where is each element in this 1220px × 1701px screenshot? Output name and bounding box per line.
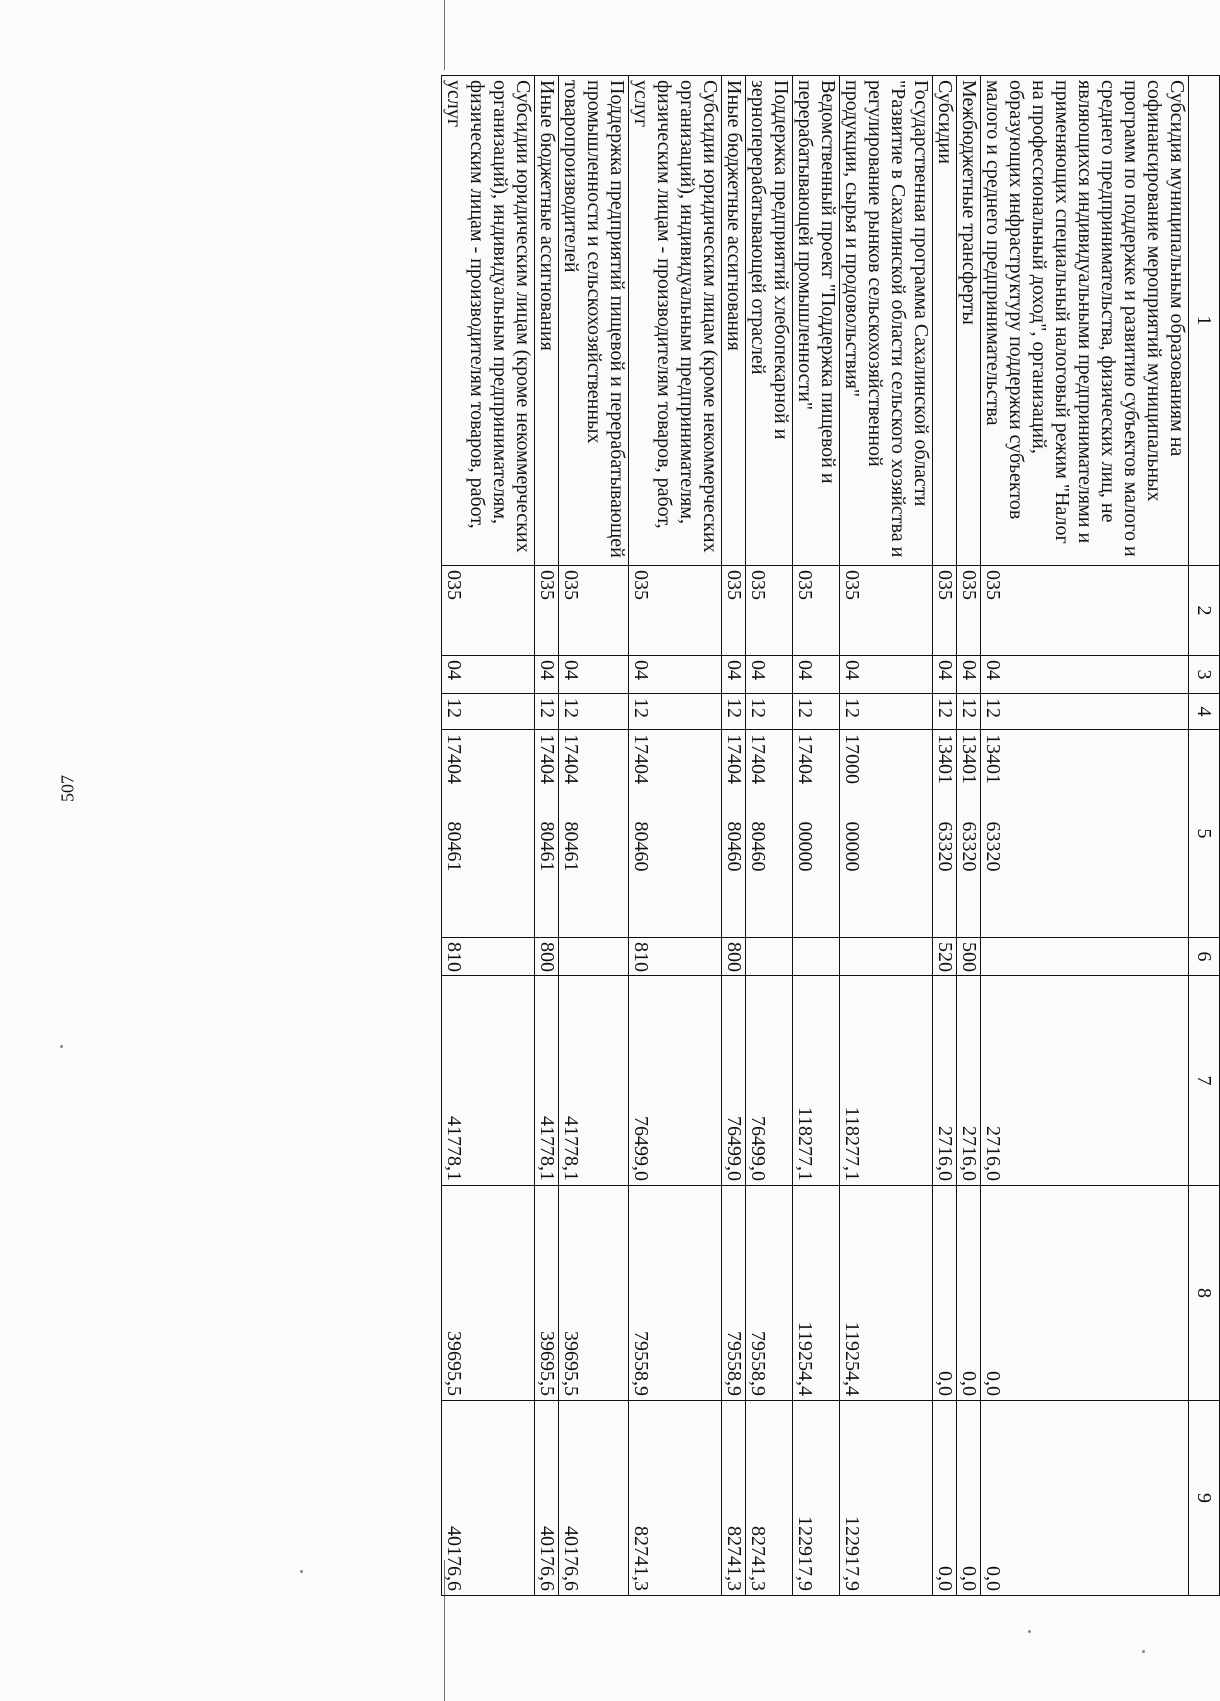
amount-year-3: 82741,3 (746, 1401, 793, 1596)
amount-year-2: 79558,9 (722, 1186, 746, 1401)
code-chapter: 035 (629, 566, 722, 656)
row-description: Субсидии юридическим лицам (кроме некоммерческих организаций), индивидуальным предпринимателям, физическим лицам - производителям товаров, работ, услуг (629, 76, 722, 566)
amount-year-3: 0,0 (957, 1401, 981, 1596)
code-chapter: 035 (442, 566, 535, 656)
table-row (793, 76, 840, 1596)
column-header: 6 (1189, 938, 1220, 976)
budget-table (441, 75, 1220, 1596)
code-section: 04 (933, 656, 957, 694)
code-expense-type: 800 (535, 938, 559, 976)
table-body (442, 76, 1189, 1596)
amount-year-1: 76499,0 (629, 976, 722, 1186)
amount-year-2: 39695,5 (442, 1186, 535, 1401)
code-target-program: 17404 (442, 730, 535, 818)
table-row (957, 76, 981, 1596)
amount-year-1: 118277,1 (793, 976, 840, 1186)
code-target-direction: 80461 (535, 818, 559, 938)
code-section: 04 (957, 656, 981, 694)
code-expense-type: 800 (722, 938, 746, 976)
row-description: Межбюджетные трансферты (957, 76, 981, 566)
code-section: 04 (722, 656, 746, 694)
code-target-program: 17404 (535, 730, 559, 818)
amount-year-2: 79558,9 (746, 1186, 793, 1401)
column-header: 8 (1189, 1186, 1220, 1401)
code-expense-type: 520 (933, 938, 957, 976)
code-subsection: 12 (793, 694, 840, 730)
page-number: 507 (57, 775, 78, 802)
amount-year-3: 82741,3 (629, 1401, 722, 1596)
rotated-document (140, 75, 1220, 1595)
amount-year-2: 0,0 (981, 1186, 1189, 1401)
column-header: 4 (1189, 694, 1220, 730)
code-subsection: 12 (981, 694, 1189, 730)
table-row (981, 76, 1189, 1596)
code-section: 04 (840, 656, 933, 694)
amount-year-2: 119254,4 (840, 1186, 933, 1401)
amount-year-3: 0,0 (981, 1401, 1189, 1596)
amount-year-3: 40176,6 (559, 1401, 629, 1596)
row-description: Субсидии (933, 76, 957, 566)
amount-year-2: 0,0 (933, 1186, 957, 1401)
code-subsection: 12 (840, 694, 933, 730)
row-description: Субсидии юридическим лицам (кроме некоммерческих организаций), индивидуальным предпринимателям, физическим лицам - производителям товаров, работ, услуг (442, 76, 535, 566)
code-chapter: 035 (535, 566, 559, 656)
table-row (442, 76, 535, 1596)
header-row (1189, 76, 1220, 1596)
code-expense-type (793, 938, 840, 976)
code-target-program: 17000 (840, 730, 933, 818)
code-subsection: 12 (442, 694, 535, 730)
code-target-direction: 00000 (793, 818, 840, 938)
amount-year-2: 79558,9 (629, 1186, 722, 1401)
code-target-direction: 80460 (746, 818, 793, 938)
row-description: Ведомственный проект "Поддержка пищевой и перерабатывающей промышленности" (793, 76, 840, 566)
code-chapter: 035 (793, 566, 840, 656)
code-chapter: 035 (559, 566, 629, 656)
table-row (629, 76, 722, 1596)
table-row (722, 76, 746, 1596)
code-target-program: 17404 (722, 730, 746, 818)
code-chapter: 035 (746, 566, 793, 656)
row-description: Субсидия муниципальным образованиям на софинансирование мероприятий муниципальных программ по поддержке и развитию субъектов малого и среднего предпринимательства, физических лиц, не являющихся индивидуальными предпринимателями и применяющих специальный налоговый режим "Налог на профессиональный доход", организаций, образующих инфраструктуру поддержки субъектов малого и среднего предпринимательства (981, 76, 1189, 566)
code-subsection: 12 (535, 694, 559, 730)
column-header: 2 (1189, 566, 1220, 656)
code-target-program: 13401 (981, 730, 1189, 818)
table-row (559, 76, 629, 1596)
code-expense-type (840, 938, 933, 976)
amount-year-3: 40176,6 (535, 1401, 559, 1596)
amount-year-1: 2716,0 (957, 976, 981, 1186)
code-target-program: 17404 (746, 730, 793, 818)
code-subsection: 12 (746, 694, 793, 730)
table-row (840, 76, 933, 1596)
code-target-program: 17404 (793, 730, 840, 818)
amount-year-1: 118277,1 (840, 976, 933, 1186)
scan-speck (60, 1045, 63, 1048)
column-header: 3 (1189, 656, 1220, 694)
amount-year-3: 122917,9 (793, 1401, 840, 1596)
row-description: Иные бюджетные ассигнования (722, 76, 746, 566)
amount-year-2: 0,0 (957, 1186, 981, 1401)
code-subsection: 12 (629, 694, 722, 730)
amount-year-2: 39695,5 (559, 1186, 629, 1401)
table-row (535, 76, 559, 1596)
code-target-direction: 80460 (722, 818, 746, 938)
amount-year-1: 76499,0 (722, 976, 746, 1186)
scan-fold-line-top (444, 0, 445, 70)
code-expense-type (559, 938, 629, 976)
code-target-direction: 80461 (442, 818, 535, 938)
code-target-program: 17404 (559, 730, 629, 818)
code-subsection: 12 (933, 694, 957, 730)
column-header: 1 (1189, 76, 1220, 566)
code-section: 04 (535, 656, 559, 694)
code-subsection: 12 (957, 694, 981, 730)
code-target-direction: 80460 (629, 818, 722, 938)
code-expense-type: 500 (957, 938, 981, 976)
code-expense-type: 810 (629, 938, 722, 976)
code-section: 04 (981, 656, 1189, 694)
code-section: 04 (442, 656, 535, 694)
column-header: 5 (1189, 730, 1220, 938)
scan-speck (1142, 1650, 1145, 1653)
amount-year-3: 40176,6 (442, 1401, 535, 1596)
amount-year-1: 41778,1 (559, 976, 629, 1186)
code-target-direction: 63320 (981, 818, 1189, 938)
column-header: 9 (1189, 1401, 1220, 1596)
code-chapter: 035 (840, 566, 933, 656)
column-header: 7 (1189, 976, 1220, 1186)
code-expense-type: 810 (442, 938, 535, 976)
code-expense-type (981, 938, 1189, 976)
code-section: 04 (629, 656, 722, 694)
amount-year-3: 122917,9 (840, 1401, 933, 1596)
amount-year-1: 41778,1 (442, 976, 535, 1186)
table-row (746, 76, 793, 1596)
code-subsection: 12 (559, 694, 629, 730)
code-chapter: 035 (981, 566, 1189, 656)
code-section: 04 (559, 656, 629, 694)
amount-year-1: 41778,1 (535, 976, 559, 1186)
code-subsection: 12 (722, 694, 746, 730)
amount-year-2: 39695,5 (535, 1186, 559, 1401)
amount-year-3: 0,0 (933, 1401, 957, 1596)
code-section: 04 (746, 656, 793, 694)
row-description: Государственная программа Сахалинской области "Развитие в Сахалинской области сельского хозяйства и регулирование рынков сельскохозяйственной продукции, сырья и продовольствия" (840, 76, 933, 566)
scan-speck (1028, 1630, 1031, 1633)
code-target-direction: 63320 (957, 818, 981, 938)
code-chapter: 035 (957, 566, 981, 656)
row-description: Поддержка предприятий хлебопекарной и зерноперерабатывающей отраслей (746, 76, 793, 566)
code-target-direction: 80461 (559, 818, 629, 938)
code-chapter: 035 (722, 566, 746, 656)
code-chapter: 035 (933, 566, 957, 656)
amount-year-3: 82741,3 (722, 1401, 746, 1596)
code-target-program: 17404 (629, 730, 722, 818)
amount-year-1: 76499,0 (746, 976, 793, 1186)
table-row (933, 76, 957, 1596)
code-section: 04 (793, 656, 840, 694)
code-expense-type (746, 938, 793, 976)
code-target-direction: 00000 (840, 818, 933, 938)
code-target-program: 13401 (933, 730, 957, 818)
code-target-program: 13401 (957, 730, 981, 818)
row-description: Иные бюджетные ассигнования (535, 76, 559, 566)
amount-year-2: 119254,4 (793, 1186, 840, 1401)
amount-year-1: 2716,0 (981, 976, 1189, 1186)
amount-year-1: 2716,0 (933, 976, 957, 1186)
code-target-direction: 63320 (933, 818, 957, 938)
row-description: Поддержка предприятий пищевой и перерабатывающей промышленности и сельскохозяйственных товаропроизводителей (559, 76, 629, 566)
